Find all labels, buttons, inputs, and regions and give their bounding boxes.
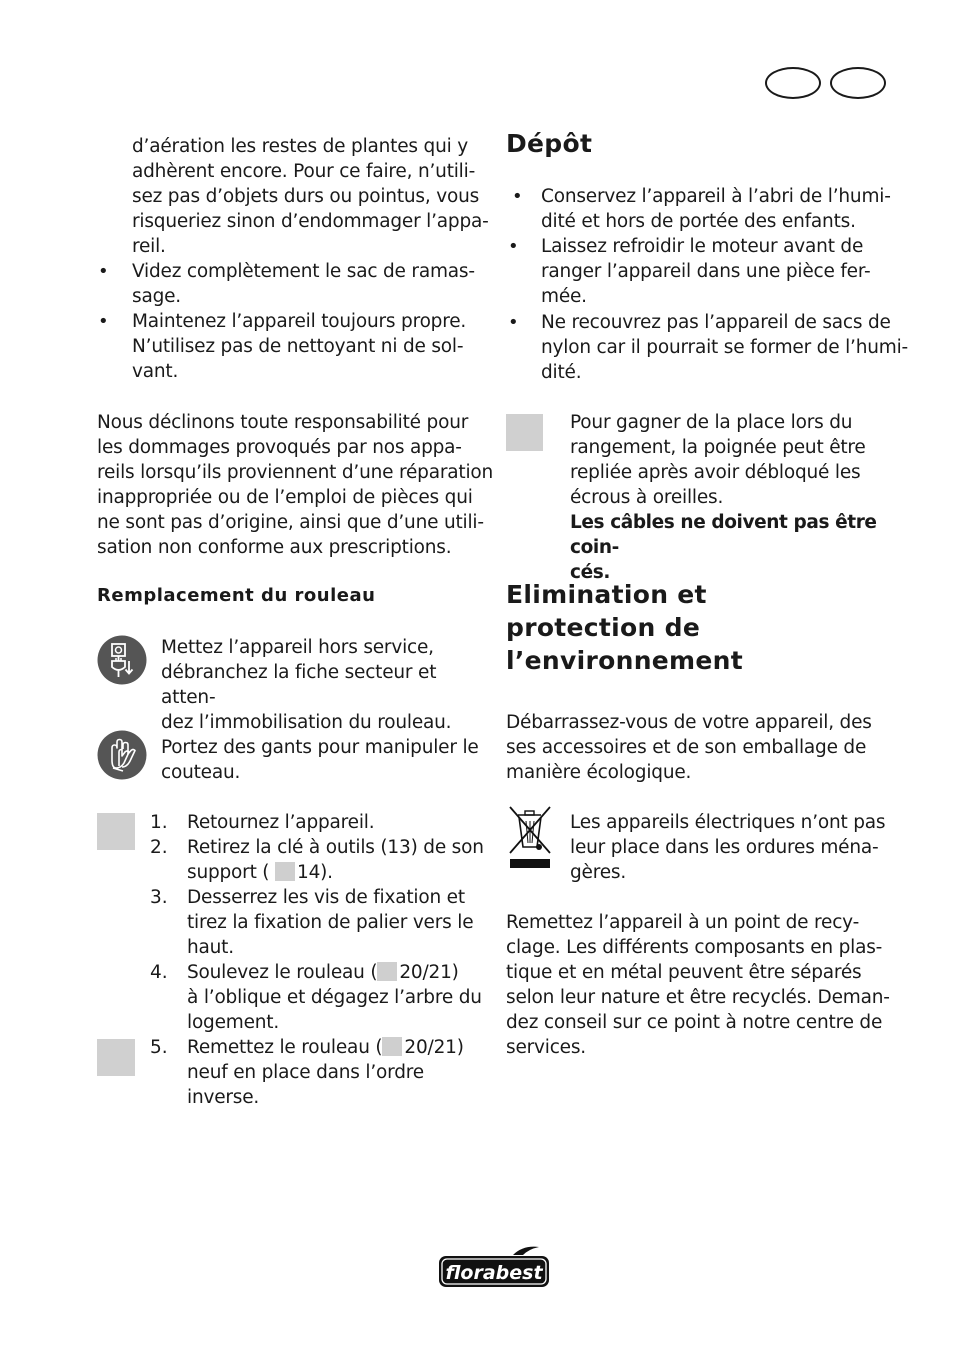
step-number: 4. [150,962,168,983]
bullet-marker: • [98,311,109,332]
figure-ref-box [377,962,397,981]
step-number: 2. [150,837,168,858]
unplug-icon [97,635,147,685]
florabest-logo [437,1243,553,1291]
bullet-item: Videz complètement le sac de ramas- sage. [132,261,475,307]
step-number: 1. [150,812,168,833]
disposal-heading: Elimination et protection de l’environnement [506,580,743,675]
logo-text: florabest [445,1262,543,1284]
bullet-marker: • [508,312,519,333]
step-text: Desserrez les vis de fixation et tirez la fixation de palier vers le haut. [187,887,474,958]
bullet-marker: • [508,236,519,257]
intro-continuation: d’aération les restes de plantes qui y adhèrent encore. Pour ce faire, n’utili- sez pas d’objets durs ou pointus, vous risqueriez sinon d’endommager l’appa- reil. [132,136,489,257]
bullet-marker: • [512,186,523,207]
step-text: Retournez l’appareil. [187,812,375,833]
figure-ref-box [506,414,543,451]
language-oval-left [765,67,821,99]
roller-heading: Remplacement du rouleau [97,585,376,606]
step-text: Retirez la clé à outils (13) de son support ( 14). [187,837,484,883]
crossed-bin-icon [506,803,554,869]
step-number: 5. [150,1037,168,1058]
step-number: 3. [150,887,168,908]
bullet-item: Ne recouvrez pas l’appareil de sacs de nylon car il pourrait se former de l’humi- dité. [541,312,908,383]
storage-heading: Dépôt [506,129,593,158]
figure-ref-box [275,862,295,881]
figure-ref-box [97,813,135,850]
figure-ref-box [382,1037,402,1056]
storage-note: Pour gagner de la place lors du rangement, la poignée peut être repliée après avoir débloqué les écrous à oreilles. Les câbles ne doivent pas être coin- cés. [570,412,877,583]
bullet-item: Laissez refroidir le moteur avant de ranger l’appareil dans une pièce fer- mée. [541,236,871,307]
bullet-item: Conservez l’appareil à l’abri de l’humi- dité et hors de portée des enfants. [541,186,891,232]
gloves-icon [97,730,147,780]
unplug-instruction: Mettez l’appareil hors service, débranchez la fiche secteur et atten- dez l’immobilisation du rouleau. [161,637,452,733]
figure-ref-box [97,1039,135,1076]
disposal-intro: Débarrassez-vous de votre appareil, des ses accessoires et de son emballage de manière écologique. [506,712,872,783]
language-oval-right [830,67,886,99]
recycling-paragraph: Remettez l’appareil à un point de recy- clage. Les différents composants en plas- tique et en métal peuvent être séparés selon leur nature et être recyclés. Deman- dez conseil sur ce point à notre centre de services. [506,912,890,1058]
gloves-instruction: Portez des gants pour manipuler le couteau. [161,737,479,783]
disclaimer-paragraph: Nous déclinons toute responsabilité pour les dommages provoqués par nos appa- reils lorsqu’ils proviennent d’une réparation inappropriée ou de l’emploi de pièces qui ne sont pas d’origine, ainsi que d’une utili- sation non conforme aux prescriptions. [97,412,494,558]
bullet-item: Maintenez l’appareil toujours propre. N’utilisez pas de nettoyant ni de sol- vant. [132,311,467,382]
step-text: Remettez le rouleau ( 20/21) neuf en place dans l’ordre inverse. [187,1037,464,1108]
weee-text: Les appareils électriques n’ont pas leur place dans les ordures ména- gères. [570,812,886,883]
bullet-marker: • [98,261,109,282]
step-text: Soulevez le rouleau ( 20/21) à l’oblique et dégagez l’arbre du logement. [187,962,482,1033]
